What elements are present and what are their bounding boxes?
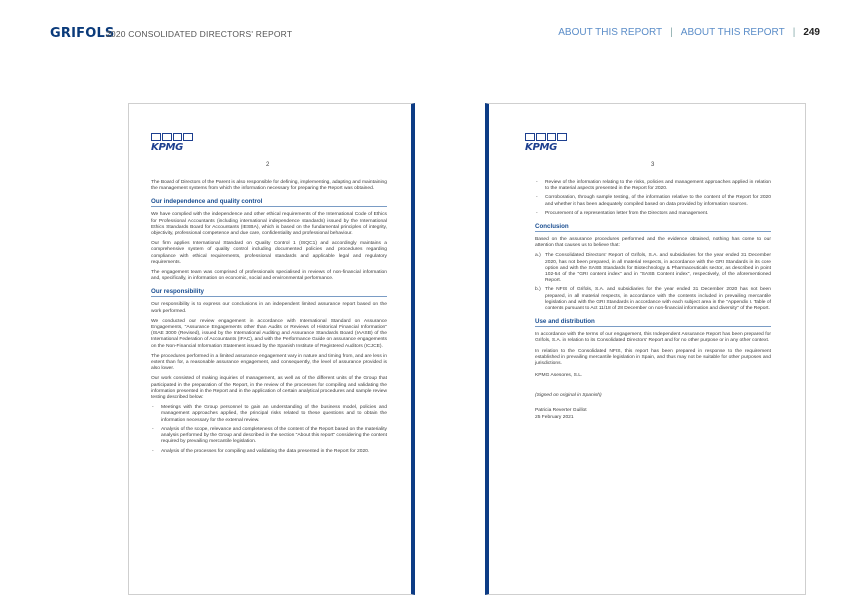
list-item: - Analysis of the processes for compiling and validating the data presented in the Report for 2020. [151,449,387,455]
breadcrumb [558,27,820,38]
procedure-list [535,180,771,217]
document-header [0,0,850,60]
conclusion-item-a [535,253,771,284]
section-heading-independence: Our independence and quality control [151,198,387,207]
paragraph: The procedures performed in a limited assurance engagement vary in nature and timing from, and are less in extent than for, a reasonable assurance engagement, and consequently, the level of assurance provided is also lower. [151,353,387,372]
signer-name: Patricia Reverter Guillot [535,407,587,413]
item-text: The NFIS of Grifols, S.A. and subsidiaries for the year ended 31 December 2020 has not been prepared, in all material respects, in accordance with the contents included in prevailing mercantile legislation and with the GRI Standards in accordance with each subject area in the "Appendix I. Table of contents pursuant to Act 11/18 of 28 December on non-financial information and diversity" of the Report. [545,287,771,312]
nav-link-about-report[interactable]: ABOUT THIS REPORT [558,27,663,38]
paragraph: In relation to the Consolidated NFIS, this report has been prepared in response to the requirement established in prevailing mercantile legislation in Spain, and thus may not be suitable for other purposes and jurisdictions. [535,348,771,367]
right-page [485,103,806,595]
paragraph: Our work consisted of making inquiries of management, as well as of the different units of the Group that participated in the preparation of the Report, in the review of the processes for compiling and validating the information presented in the Report and in the application of certain analytical procedures and sample review testing described below: [151,376,387,401]
procedure-list [151,405,387,454]
list-item: - Corroboration, through sample testing, of the information relative to the content of the Report for 2020 and whether it has been adequately compiled based on data provided by information sources. [535,195,771,207]
paragraph: Our firm applies International Standard on Quality Control 1 (ISQC1) and accordingly maintains a comprehensive system of quality control including documented policies and procedures regarding compliance with ethical requirements, professional standards and applicable legal and regulatory requirements. [151,241,387,265]
sheet-page-number: 3 [651,162,655,168]
paragraph: Our responsibility is to express our conclusions in an independent limited assurance report based on the work performed. [151,302,387,314]
sheet-page-number: 2 [266,162,270,168]
list-item: - Review of the information relating to the risks, policies and management approaches applied in relation to the material aspects presented in the Report for 2020. [535,180,771,192]
paragraph: We have complied with the independence and other ethical requirements of the International Code of Ethics for Professional Accountants (including international independence standards) issued by the International Ethics Standards Board for Accountants (IESBA), which is based on the fundamental principles of integrity, objectivity, professional competence and due care, confidentiality and professional behaviour. [151,212,387,237]
kpmg-logo [525,133,567,155]
report-title: 2020 CONSOLIDATED DIRECTORS' REPORT [106,29,293,39]
section-heading-conclusion: Conclusion [535,223,771,232]
kpmg-logo [151,133,193,155]
kpmg-logo-text: KPMG [525,142,558,153]
paragraph: In accordance with the terms of our engagement, this Independent Assurance Report has been prepared for Grifols, S.A. in relation to its Consolidated Directors' Report and for no other purpose or in any other context. [535,332,771,344]
list-item: - Meetings with the Group personnel to gain an understanding of the business model, policies and management approaches applied, the principal risks related to these questions and to obtain the information necessary for the external review. [151,405,387,424]
conclusion-item-b [535,287,771,312]
section-heading-responsibility: Our responsibility [151,288,387,297]
kpmg-logo-text: KPMG [151,142,184,153]
firm-name: KPMG Asesores, S.L. [535,373,583,379]
paragraph: The Board of Directors of the Parent is also responsible for defining, implementing, adapting and maintaining the management systems from which the information necessary for preparing the Report was obtained. [151,180,387,192]
nav-separator: | [670,27,673,38]
left-page [128,103,415,595]
report-date: 25 February 2021 [535,414,574,420]
page-number: 249 [803,27,820,38]
item-label: a.) [535,253,541,259]
paragraph: The engagement team was comprised of professionals specialised in reviews of non-financial information and, specifically, in information on economic, social and environmental performance. [151,270,387,282]
left-page-content [151,180,387,459]
kpmg-logo-boxes [151,133,193,141]
item-text: The Consolidated Directors' Report of Grifols, S.A. and subsidiaries for the year ended 31 December 2020, has not been prepared, in all material respects, in accordance with the GRI Standards in its core option and with the SASB Standards for Biotechnology & Pharmaceuticals sector, as described in point 102-54 of the "GRI content index" and in "SASB Content index", respectively, of the aforementioned Report. [545,253,771,284]
brand-logo: GRIFOLS [50,26,115,41]
item-label: b.) [535,287,541,293]
signature-note: (Signed on original in Spanish) [535,393,602,399]
kpmg-logo-boxes [525,133,567,141]
list-item: - Procurement of a representation letter from the Directors and management. [535,211,771,217]
section-heading-use-distribution: Use and distribution [535,318,771,327]
list-item: - Analysis of the scope, relevance and completeness of the content of the Report based on the materiality analysis performed by the Group and described in the section "About this report" considering the content required by prevailing mercantile legislation. [151,427,387,446]
paragraph: We conducted our review engagement in accordance with International Standard on Assurance Engagements, "Assurance Engagements other than Audits or Reviews of Historical Financial Information" (ISAE 3000 (Revised), issued by the International Auditing and Assurance Standards Board (IAASB) of the International Federation of Accountants (IFAC), and with the Performance Guide on assurance engagements on the Non-Financial Information Statement issued by the Spanish Institute of Registered Auditors (ICJCE). [151,318,387,349]
nav-link-about-report-sub[interactable]: ABOUT THIS REPORT [680,27,785,38]
paragraph: Based on the assurance procedures performed and the evidence obtained, nothing has come to our attention that causes us to believe that: [535,237,771,249]
right-page-content [535,180,771,425]
nav-separator: | [792,27,796,38]
